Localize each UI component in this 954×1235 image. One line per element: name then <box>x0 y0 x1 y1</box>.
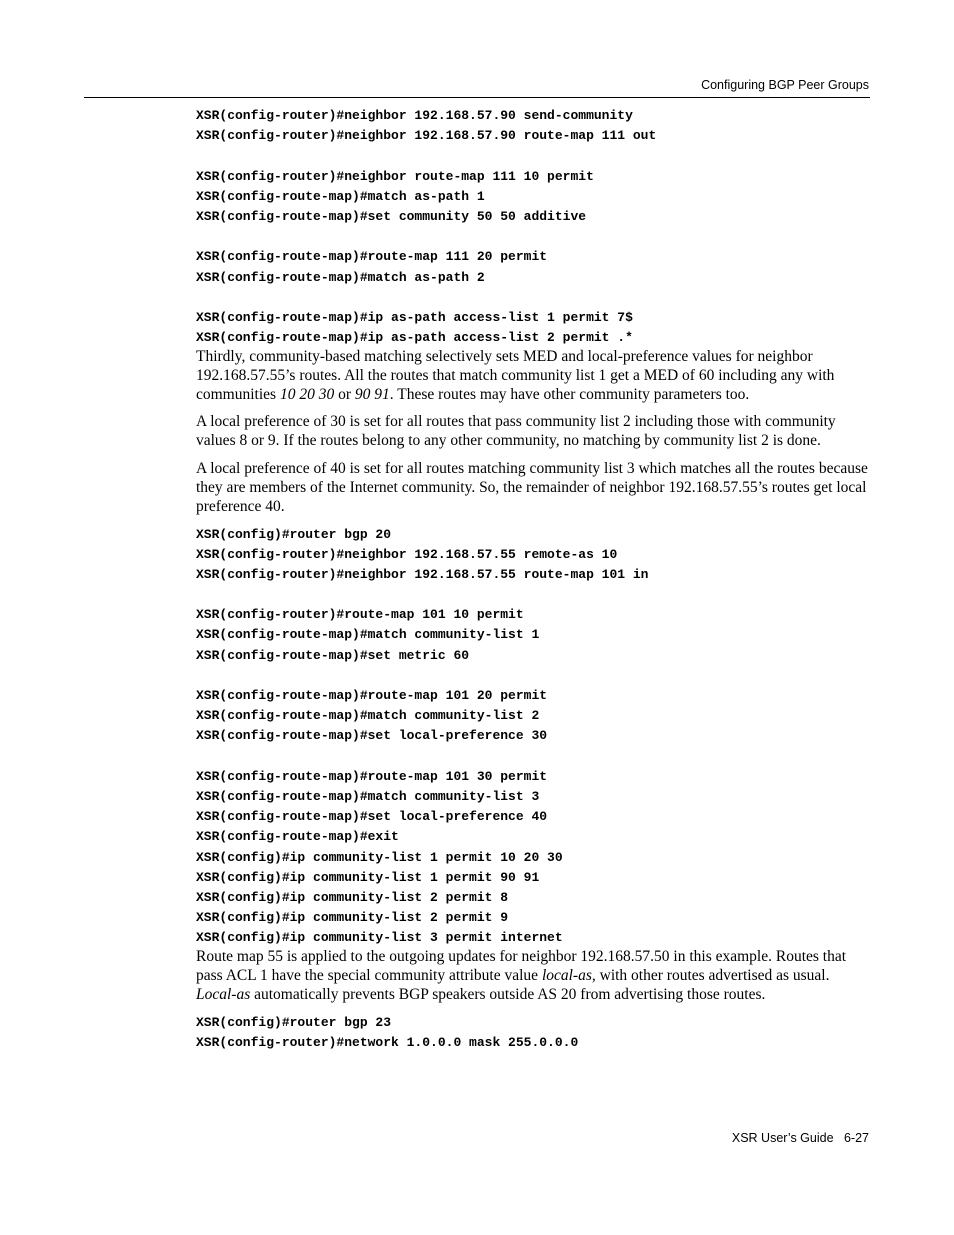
code-spacer <box>196 747 870 767</box>
code-line: XSR(config-route-map)#match community-list 2 <box>196 708 540 724</box>
code-line: XSR(config-route-map)#route-map 101 30 permit <box>196 768 548 784</box>
code-block-3 <box>196 1013 870 1053</box>
para4-text-3: automatically prevents BGP speakers outside AS 20 from advertising those routes. <box>250 986 766 1004</box>
code-line: XSR(config-route-map)#ip as-path access-list 2 permit .* <box>196 330 633 346</box>
code-line: XSR(config-router)#neighbor 192.168.57.55 route-map 101 in <box>196 566 649 582</box>
paragraph-local-preference-40: A local preference of 40 is set for all routes matching community list 3 which matches all the routes because they are members of the Internet community. So, the remainder of neighbor 192.168.57.55’s routes get local preference 40. <box>196 459 868 515</box>
code-line: XSR(config-route-map)#match community-list 3 <box>196 788 540 804</box>
code-line: XSR(config-router)#route-map 101 10 permit <box>196 607 524 623</box>
header-rule <box>84 97 870 98</box>
para4-text-2: with other routes advertised as usual. <box>595 967 830 985</box>
code-line: XSR(config-router)#neighbor 192.168.57.55 remote-as 10 <box>196 546 618 562</box>
code-spacer <box>196 227 870 247</box>
paragraph-local-preference-30: A local preference of 30 is set for all routes that pass community list 2 including those with community values 8 or 9. If the routes belong to any other community, no matching by community list 2 is done. <box>196 413 836 450</box>
code-line: XSR(config-route-map)#match as-path 1 <box>196 188 485 204</box>
para1-emphasis-1: 10 20 30 <box>279 386 335 404</box>
para1-text-2: or <box>334 386 355 404</box>
code-line: XSR(config-router)#network 1.0.0.0 mask 255.0.0.0 <box>196 1035 579 1051</box>
code-line: XSR(config)#router bgp 23 <box>196 1015 392 1031</box>
code-line: XSR(config)#ip community-list 2 permit 9 <box>196 910 509 926</box>
code-block-2 <box>196 525 870 949</box>
code-line: XSR(config)#ip community-list 2 permit 8 <box>196 889 509 905</box>
page-content <box>196 106 870 1054</box>
code-spacer <box>196 288 870 308</box>
code-line: XSR(config-route-map)#exit <box>196 829 399 845</box>
paragraph-community-matching <box>196 348 870 405</box>
running-header: Configuring BGP Peer Groups <box>701 78 869 92</box>
para4-text-1: Route map 55 is applied to the outgoing updates for neighbor 192.168.57.50 in this example. Routes that pass ACL 1 have the special community attribute value <box>196 948 847 985</box>
footer-guide-title: XSR User’s Guide <box>731 1131 834 1145</box>
paragraph-route-map-55 <box>196 948 870 1005</box>
para1-emphasis-2: 90 91 <box>354 386 390 404</box>
code-line: XSR(config-route-map)#match as-path 2 <box>196 269 485 285</box>
code-line: XSR(config-route-map)#set metric 60 <box>196 647 470 663</box>
code-line: XSR(config-router)#neighbor route-map 111 10 permit <box>196 168 594 184</box>
footer-page-number: 6-27 <box>843 1131 869 1145</box>
code-line: XSR(config)#ip community-list 3 permit internet <box>196 930 563 946</box>
page-footer <box>732 1131 869 1145</box>
code-line: XSR(config-router)#neighbor 192.168.57.90 send-community <box>196 108 633 123</box>
code-spacer <box>196 585 870 605</box>
code-spacer <box>196 146 870 166</box>
code-line: XSR(config-route-map)#set local-preference 40 <box>196 809 548 825</box>
code-line: XSR(config)#router bgp 20 <box>196 526 392 542</box>
code-line: XSR(config-route-map)#ip as-path access-list 1 permit 7$ <box>196 309 633 325</box>
para4-emphasis-1: local-as, <box>541 967 596 985</box>
code-line: XSR(config-route-map)#route-map 111 20 permit <box>196 249 548 265</box>
para4-emphasis-2: Local-as <box>196 986 251 1004</box>
para1-text-3: . These routes may have other community parameters too. <box>389 386 750 404</box>
code-line: XSR(config)#ip community-list 1 permit 10 20 30 <box>196 849 563 865</box>
code-line: XSR(config-route-map)#set local-preference 30 <box>196 728 548 744</box>
code-line: XSR(config-route-map)#set community 50 50 additive <box>196 208 587 224</box>
code-line: XSR(config)#ip community-list 1 permit 90 91 <box>196 869 540 885</box>
code-block-1 <box>196 106 870 348</box>
code-line: XSR(config-router)#neighbor 192.168.57.90 route-map 111 out <box>196 128 657 144</box>
code-line: XSR(config-route-map)#route-map 101 20 permit <box>196 688 548 703</box>
code-line: XSR(config-route-map)#match community-list 1 <box>196 627 540 643</box>
para1-text-1: Thirdly, community-based matching selectively sets MED and local-preference values for neighbor 192.168.57.55’s routes. All the routes that match community list 1 get a MED of 60 including any with communities <box>196 348 835 404</box>
code-spacer <box>196 666 870 686</box>
